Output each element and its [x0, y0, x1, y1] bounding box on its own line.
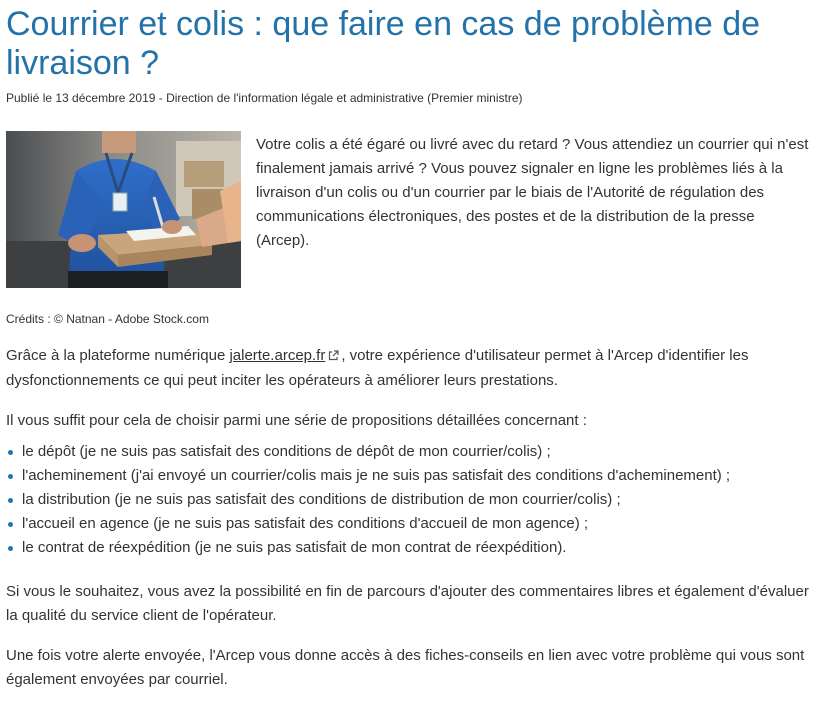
list-item-text: le contrat de réexpédition (je ne suis pas satisfait de mon contrat de réexpédition). [22, 539, 567, 556]
bullet-icon [8, 522, 13, 527]
external-link-icon [328, 345, 339, 369]
list-item [6, 440, 812, 464]
list-item [6, 488, 812, 512]
photo-credits: Crédits : © Natnan - Adobe Stock.com [6, 312, 209, 326]
proposals-list [6, 440, 812, 560]
paragraph-platform [6, 344, 812, 393]
paragraph-platform-text-start: Grâce à la plateforme numérique [6, 347, 230, 364]
list-item-text: l'accueil en agence (je ne suis pas satisfait des conditions d'accueil de mon agence) ; [22, 515, 589, 532]
publication-meta: Publié le 13 décembre 2019 - Direction de l'information légale et administrative (Premier ministre) [6, 91, 523, 105]
list-item-text: la distribution (je ne suis pas satisfait des conditions de distribution de mon courrier/colis) ; [22, 491, 621, 508]
bullet-icon [8, 450, 13, 455]
jalerte-link[interactable]: jalerte.arcep.fr [229, 347, 326, 364]
list-item [6, 512, 812, 536]
paragraph-advice: Une fois votre alerte envoyée, l'Arcep vous donne accès à des fiches-conseils en lien avec votre problème qui vous sont également envoyées par courriel. [6, 647, 805, 688]
article-photo [6, 131, 241, 288]
bullet-icon [8, 546, 13, 551]
intro-section [6, 131, 812, 289]
list-item [6, 536, 812, 560]
paragraph-comments: Si vous le souhaitez, vous avez la possibilité en fin de parcours d'ajouter des commentaires libres et également d'évaluer la qualité du service client de l'opérateur. [6, 583, 809, 624]
paragraph-choices: Il vous suffit pour cela de choisir parmi une série de propositions détaillées concernant : [6, 412, 587, 429]
paragraph-platform-text-end: , votre expérience d'utilisateur permet à l'Arcep d'identifier les dysfonctionnements ce qui peut inciter les opérateurs à améliorer leurs prestations. [6, 347, 749, 389]
list-item-text: le dépôt (je ne suis pas satisfait des conditions de dépôt de mon courrier/colis) ; [22, 443, 551, 460]
intro-paragraph: Votre colis a été égaré ou livré avec du retard ? Vous attendiez un courrier qui n'est finalement jamais arrivé ? Vous pouvez signaler en ligne les problèmes liés à la livraison d'un colis ou d'un courrier par le biais de l'Autorité de régulation des communications électroniques, des postes et de la distribution de la presse (Arcep). [256, 136, 809, 249]
list-item-text: l'acheminement (j'ai envoyé un courrier/colis mais je ne suis pas satisfait des conditions d'acheminement) ; [22, 467, 731, 484]
page-title: Courrier et colis : que faire en cas de problème de livraison ? [6, 5, 761, 82]
bullet-icon [8, 474, 13, 479]
bullet-icon [8, 498, 13, 503]
list-item [6, 464, 812, 488]
